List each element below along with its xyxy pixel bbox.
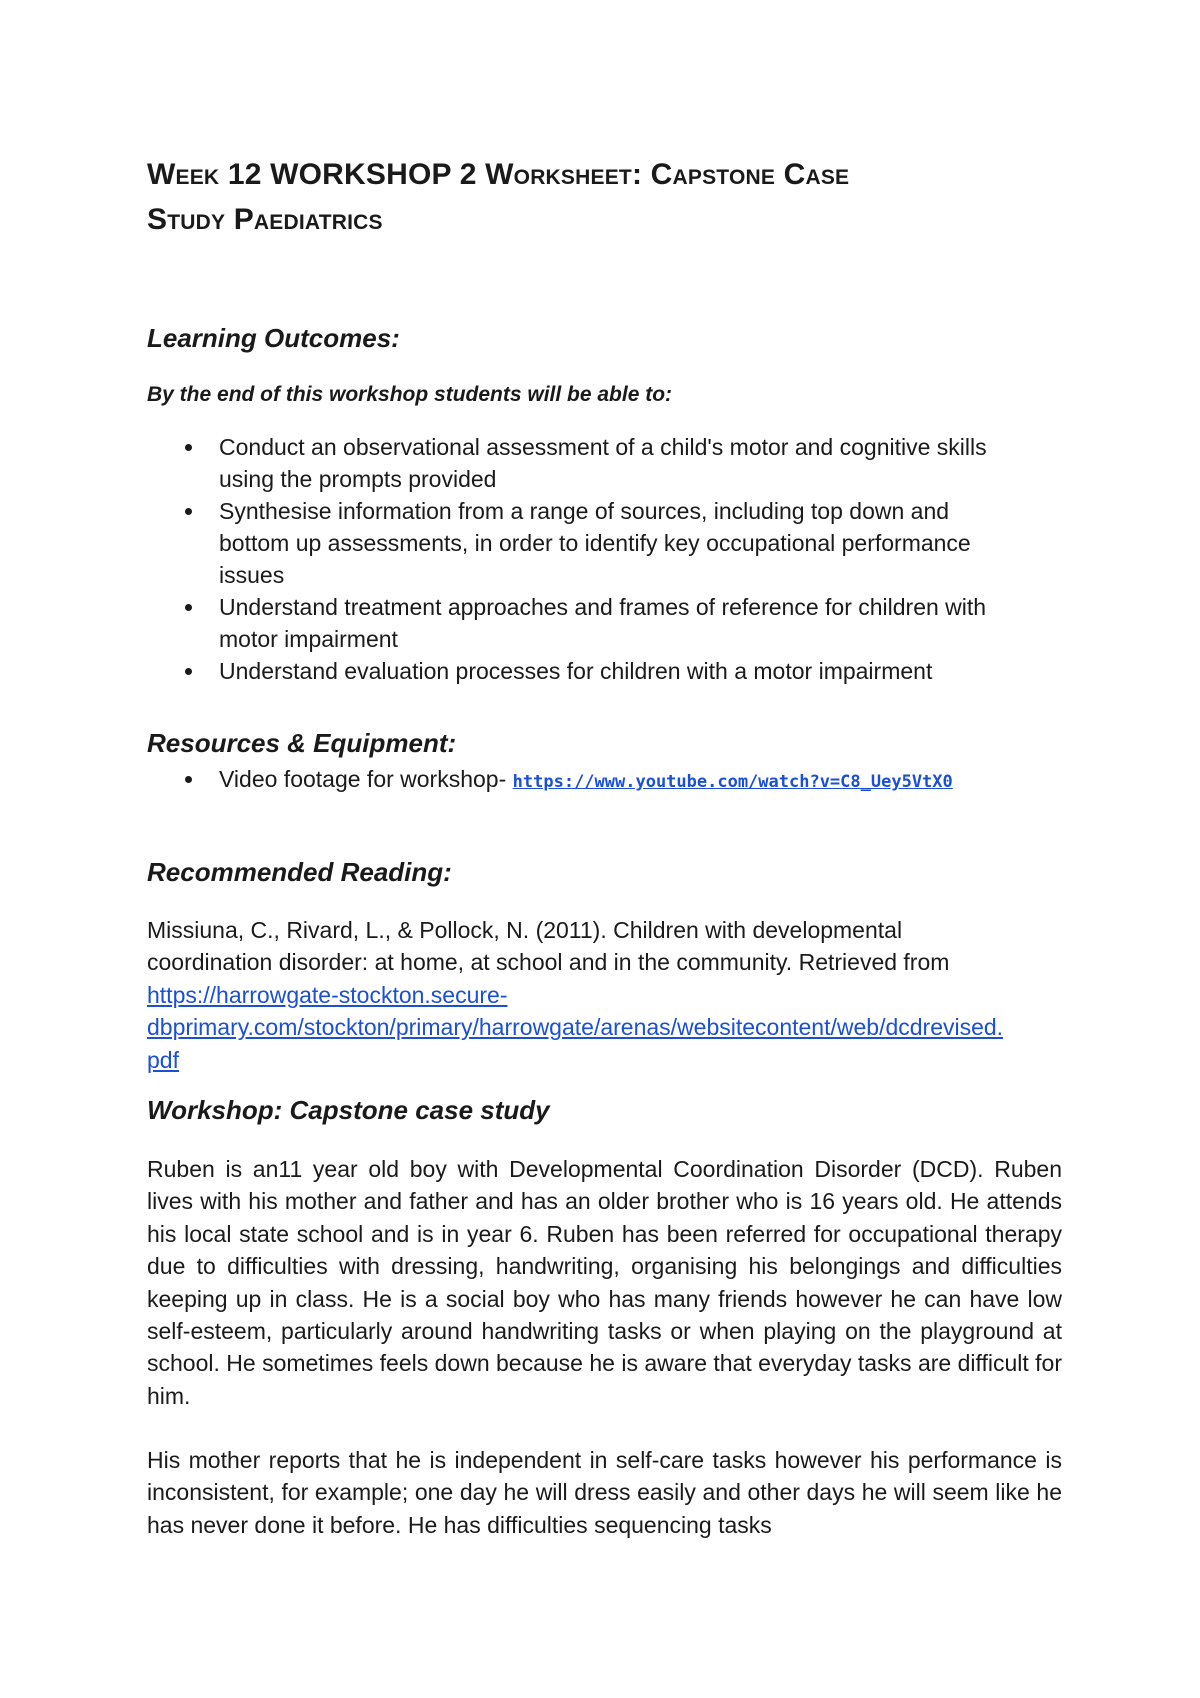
video-link[interactable]: https://www.youtube.com/watch?v=C8_Uey5VtX0 [512,772,953,792]
bullet-icon [185,604,192,611]
resources-heading: Resources & Equipment: [147,728,457,758]
list-item-line: Understand treatment approaches and frames of reference for children with [219,594,987,620]
reference-link[interactable]: dbprimary.com/stockton/primary/harrowgate/arenas/websitecontent/web/dcdrevised. [147,1014,1004,1041]
list-item [147,763,1062,798]
recommended-reading-heading: Recommended Reading: [147,857,452,887]
title-line-1: Week 12 WORKSHOP 2 Worksheet: Capstone Case [147,158,850,191]
bullet-icon [185,668,192,675]
list-item-line: Conduct an observational assessment of a child's motor and cognitive skills [219,434,987,460]
reference-line: coordination disorder: at home, at school and in the community. Retrieved from [147,949,950,976]
list-item-line: using the prompts provided [219,466,497,492]
reference-citation [147,914,1062,1076]
document-title [147,152,1062,242]
list-item-line: Understand evaluation processes for children with a motor impairment [219,658,933,684]
case-study-paragraph-1: Ruben is an11 year old boy with Developmental Coordination Disorder (DCD). Ruben lives with his mother and father and has an older brother who is 16 years old. He attends his local state school and is in year 6. Ruben has been referred for occupational therapy due to difficulties with dressing, handwriting, organising his belongings and difficulties keeping up in class. He is a social boy who has many friends however he can have low self-esteem, particularly around handwriting tasks or when playing on the playground at school. He sometimes feels down because he is aware that everyday tasks are difficult for him. [147,1156,1062,1409]
reference-link[interactable]: https://harrowgate-stockton.secure- [147,981,508,1008]
bullet-icon [185,444,192,451]
list-item-line: bottom up assessments, in order to identify key occupational performance [219,530,971,556]
case-study-paragraph-2: His mother reports that he is independent in self-care tasks however his performance is inconsistent, for example; one day he will dress easily and other days he will seem like he has never done it before. He has difficulties sequencing tasks [147,1447,1062,1538]
reference-line: Missiuna, C., Rivard, L., & Pollock, N. (2011). Children with developmental [147,917,903,943]
list-item [147,431,1062,495]
list-item-line: issues [219,562,285,588]
list-item-line: Synthesise information from a range of sources, including top down and [219,498,950,524]
bullet-icon [185,776,192,783]
list-item [147,495,1062,591]
list-item-line: motor impairment [219,626,398,652]
bullet-icon [185,508,192,515]
learning-outcomes-list [147,431,1062,687]
list-item [147,591,1062,655]
resources-list [147,763,1062,798]
workshop-heading: Workshop: Capstone case study [147,1095,550,1125]
learning-outcomes-intro: By the end of this workshop students will be able to: [147,383,673,406]
learning-outcomes-heading: Learning Outcomes: [147,323,400,353]
resource-item-text: Video footage for workshop- [219,766,513,792]
reference-link[interactable]: pdf [147,1046,179,1073]
title-line-2: Study Paediatrics [147,203,383,236]
list-item [147,655,1062,687]
